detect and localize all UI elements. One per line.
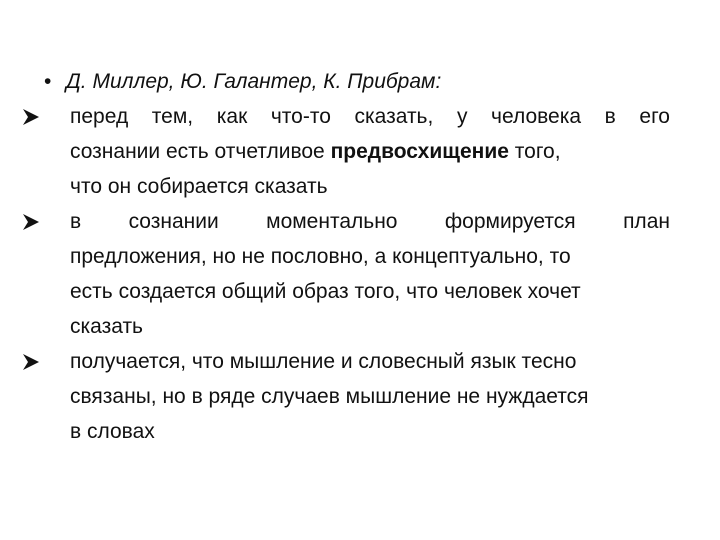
arrow-bullet-icon: [22, 353, 40, 371]
item-line: [22, 204, 670, 239]
text-span: что он собирается сказать: [70, 175, 328, 198]
text-span: сознании есть отчетливое: [70, 140, 331, 163]
item-line: [22, 344, 670, 379]
item-line: [22, 274, 670, 309]
word: в: [70, 210, 82, 233]
word: как: [216, 105, 248, 128]
text-span: связаны, но в ряде случаев мышление не нуждается: [70, 385, 589, 408]
word: сознании: [128, 210, 219, 233]
bold-term: предвосхищение: [330, 140, 509, 163]
arrow-bullet-icon: [22, 213, 40, 231]
justified-line: [70, 204, 670, 239]
word: его: [639, 105, 670, 128]
item-line: [22, 309, 670, 344]
justified-line: [70, 99, 670, 134]
text-span: того,: [508, 140, 561, 163]
word: в: [604, 105, 616, 128]
text-span: есть создается общий образ того, что человек хочет: [70, 280, 581, 303]
word: сказать,: [354, 105, 434, 128]
text-span: в словах: [70, 420, 155, 443]
word: перед: [70, 105, 129, 128]
word: тем,: [151, 105, 194, 128]
word: формируется: [444, 210, 576, 233]
item-line: [22, 414, 670, 449]
word: у: [456, 105, 468, 128]
word: моментально: [266, 210, 398, 233]
header-text: Д. Миллер, Ю. Галантер, К. Прибрам:: [66, 70, 442, 93]
list-item: [22, 99, 670, 204]
arrow-bullet-icon: [22, 108, 40, 126]
list-item: [22, 344, 670, 449]
slide-content: [22, 64, 670, 449]
item-line: [22, 239, 670, 274]
list-item: [22, 204, 670, 344]
item-line: [22, 99, 670, 134]
word: человека: [491, 105, 582, 128]
word: план: [623, 210, 670, 233]
header-line: [22, 64, 670, 99]
text-span: сказать: [70, 315, 143, 338]
item-line: [22, 379, 670, 414]
item-line: [22, 169, 670, 204]
word: что-то: [270, 105, 331, 128]
text-span: получается, что мышление и словесный язык тесно: [70, 350, 577, 373]
item-line: [22, 134, 670, 169]
text-span: предложения, но не пословно, а концептуально, то: [70, 245, 571, 268]
bullet-dot-icon: •: [44, 70, 52, 93]
